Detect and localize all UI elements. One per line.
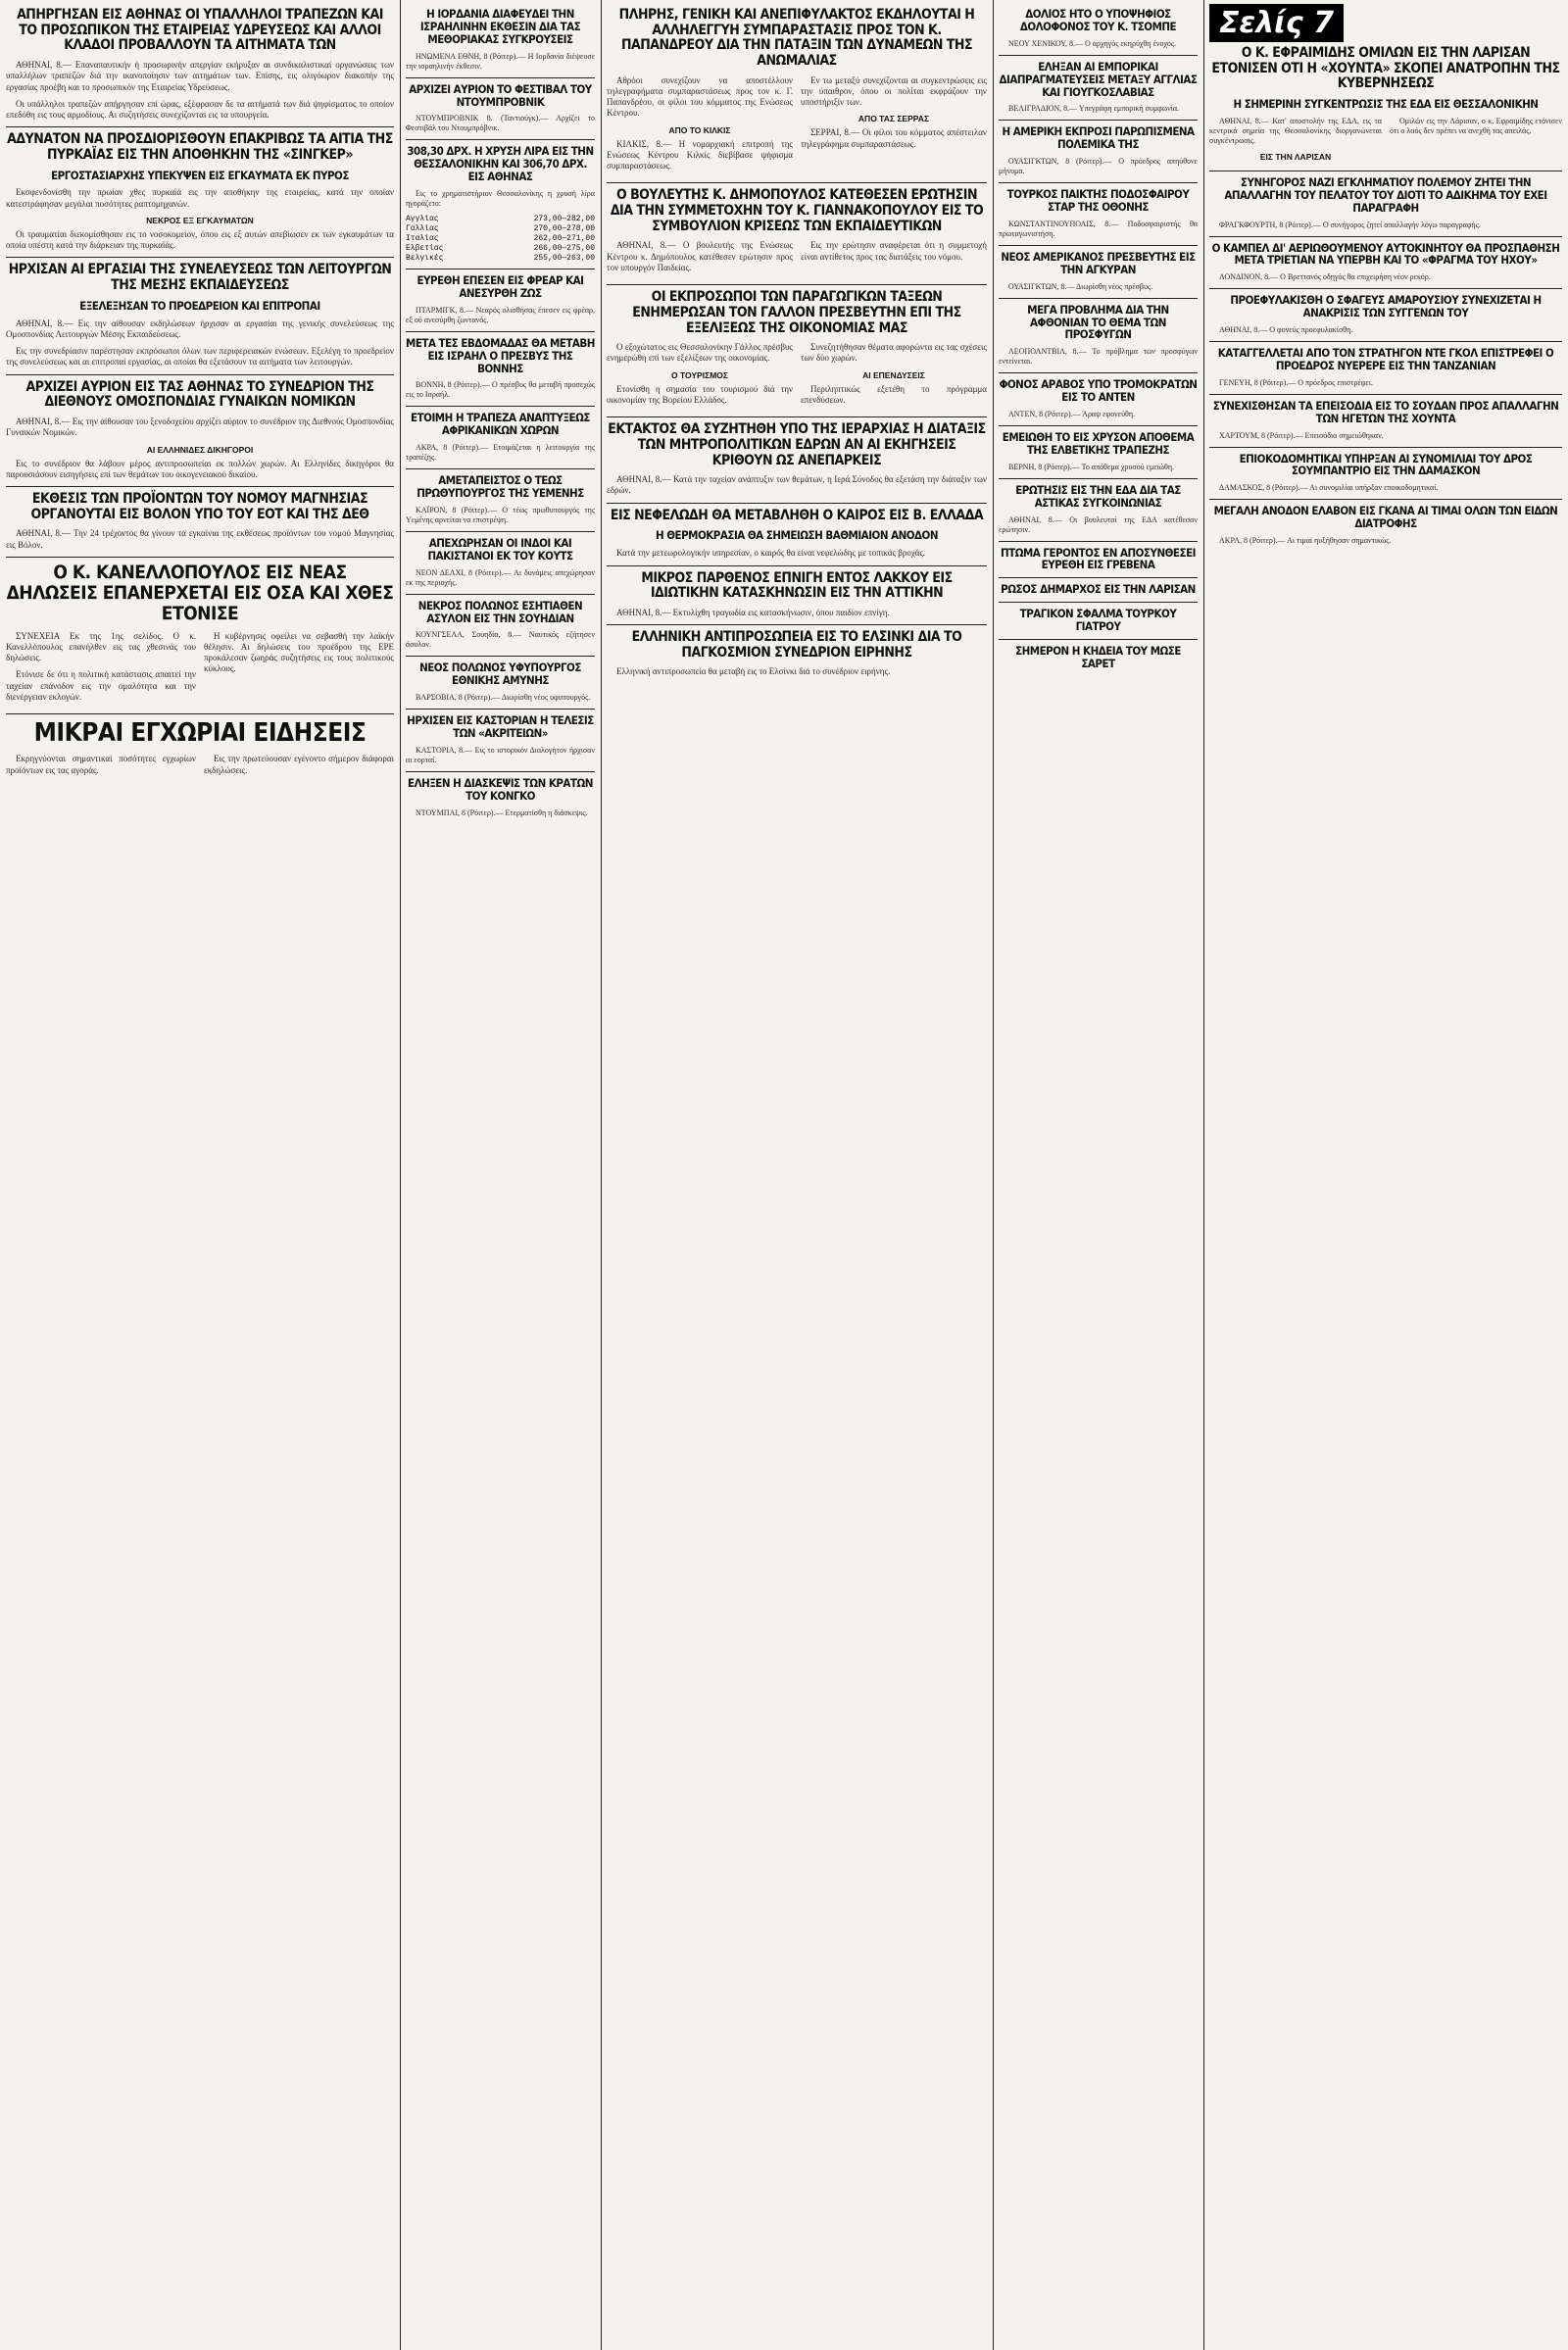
- article-text: Εκρηγνύονται σημαντικαί ποσότητες εγχωρίων προϊόντων εις τας αγοράς.: [6, 754, 196, 775]
- article-text: ΛΟΝΔΙΝΟΝ, 8.— Ο Βρεττανός οδηγός θα επιχειρήση νέον ρεκόρ.: [1219, 272, 1431, 282]
- article-text: ΑΘΗΝΑΙ, 8.— Εις την αίθουσαν εκδηλώσεων ήρχισαν αι εργασίαι της γενικής συνελεύσεως της Ομοσπονδίας Λειτουργών Μέσης Εκπαιδεύσεως.: [6, 318, 394, 339]
- headline: ΤΟΥΡΚΟΣ ΠΑΙΚΤΗΣ ΠΟΔΟΣΦΑΙΡΟΥ ΣΤΑΡ ΤΗΣ ΟΘΟΝΗΣ: [1006, 187, 1190, 214]
- article-text: Συνεζητήθησαν θέματα αφορώντα εις τας σχέσεις των δύο χωρών.: [801, 342, 987, 364]
- headline: ΕΚΤΑΚΤΟΣ ΘΑ ΣΥΖΗΤΗΘΗ ΥΠΟ ΤΗΣ ΙΕΡΑΡΧΙΑΣ Η ΔΙΑΤΑΞΙΣ ΤΩΝ ΜΗΤΡΟΠΟΛΙΤΙΚΩΝ ΕΔΡΩΝ ΑΝ ΑΙ ΕΚΗΓΗΣΕΙΣ ΚΡΙΘΟΥΝ ΩΣ ΑΝΕΠΑΡΚΕΙΣ: [608, 421, 986, 468]
- headline: ΕΥΡΕΘΗ ΕΠΕΣΕΝ ΕΙΣ ΦΡΕΑΡ ΚΑΙ ΑΝΕΣΥΡΘΗ ΖΩΣ: [416, 273, 584, 300]
- article-text: Ομιλών εις την Λάρισαν, ο κ. Εφραιμίδης ετόνισεν ότι ο λαός δεν πρέπει να ανεχθή τας απειλάς.: [1390, 116, 1562, 135]
- headline: ΦΟΝΟΣ ΑΡΑΒΟΣ ΥΠΟ ΤΡΟΜΟΚΡΑΤΩΝ ΕΙΣ ΤΟ ΑΝΤΕΝ: [999, 377, 1198, 405]
- headline: ΜΕΤΑ ΤΕΣ ΕΒΔΟΜΑΔΑΣ ΘΑ ΜΕΤΑΒΗ ΕΙΣ ΙΣΡΑΗΛ Ο ΠΡΕΣΒΥΣ ΤΗΣ ΒΟΝΝΗΣ: [406, 335, 595, 375]
- article-text: ΑΝΤΕΝ, 8 (Ρόιτερ).— Άραψ εφονεύθη.: [1008, 410, 1136, 418]
- article-text: ΒΕΛΙΓΡΑΔΙΟΝ, 8.— Υπεγράφη εμπορική συμφωνία.: [1008, 104, 1180, 114]
- article-text: ΑΘΗΝΑΙ, 8.— Επαναπαυτικήν ή προσωρινήν απεργίαν εκήρυξαν αι συνδικαλιστικαί οργανώσεις των υπαλλήλων τραπεζών διά την ικανοποίησιν των αιτημάτων των. Επίσης, εις ολιγόωρον διακοπήν της εργασίας προέβη και το προσωπικόν της Εταιρείας Υδρεύσεως.: [6, 60, 394, 92]
- article-text: ΒΑΡΣΟΒΙΑ, 8 (Ρόιτερ).— Διωρίσθη νέος υφυπουργός.: [416, 693, 591, 703]
- gold-rates-table: [406, 215, 595, 264]
- headline: ΡΩΣΟΣ ΔΗΜΑΡΧΟΣ ΕΙΣ ΤΗΝ ΛΑΡΙΣΑΝ: [1001, 582, 1196, 597]
- headline: ΜΙΚΡΟΣ ΠΑΡΘΕΝΟΣ ΕΠΝΙΓΗ ΕΝΤΟΣ ΛΑΚΚΟΥ ΕΙΣ ΙΔΙΩΤΙΚΗΝ ΚΑΤΑΣΚΗΝΩΣΙΝ ΕΙΣ ΤΗΝ ΑΤΤΙΚΗΝ: [641, 569, 953, 602]
- article-text: ΗΝΩΜΕΝΑ ΕΘΝΗ, 8 (Ρόιτερ).— Η Ιορδανία διέψευσε την ισραηλινήν έκθεσιν.: [406, 51, 595, 71]
- headline: ΕΛΗΞΕΝ Η ΔΙΑΣΚΕΨΙΣ ΤΩΝ ΚΡΑΤΩΝ ΤΟΥ ΚΟΝΓΚΟ: [408, 775, 593, 803]
- article-text: ΑΘΗΝΑΙ, 8.— Κατά την ταχείαν ανάπτυξιν των θεμάτων, η Ιερά Σύνοδος θα εξετάση την διάταξιν των εδρών.: [607, 474, 987, 496]
- headline: ΕΞΕΛΕΞΗΣΑΝ ΤΟ ΠΡΟΕΔΡΕΙΟΝ ΚΑΙ ΕΠΙΤΡΟΠΑΙ: [79, 298, 320, 313]
- article-text: ΑΘΗΝΑΙ, 8.— Κατ' αποστολήν της ΕΔΑ, εις τα κεντρικά σημεία της Θεσσαλονίκης διοργανώνεται συγκέντρωσις.: [1209, 116, 1382, 145]
- headline: Η ΘΕΡΜΟΚΡΑΣΙΑ ΘΑ ΣΗΜΕΙΩΣΗ ΒΑΘΜΙΑΙΟΝ ΑΝΟΔΟΝ: [655, 528, 939, 543]
- headline: ΗΡΧΙΣΕΝ ΕΙΣ ΚΑΣΤΟΡΙΑΝ Η ΤΕΛΕΣΙΣ ΤΩΝ «ΑΚΡΙΤΕΙΩΝ»: [407, 713, 594, 740]
- headline: ΕΛΗΞΑΝ ΑΙ ΕΜΠΟΡΙΚΑΙ ΔΙΑΠΡΑΓΜΑΤΕΥΣΕΙΣ ΜΕΤΑΞΥ ΑΓΓΛΙΑΣ ΚΑΙ ΓΙΟΥΓΚΟΣΛΑΒΙΑΣ: [999, 59, 1198, 99]
- headline: ΣΥΝΗΓΟΡΟΣ ΝΑΖΙ ΕΓΚΛΗΜΑΤΙΟΥ ΠΟΛΕΜΟΥ ΖΗΤΕΙ ΤΗΝ ΑΠΑΛΛΑΓΗΝ ΤΟΥ ΠΕΛΑΤΟΥ ΤΟΥ ΔΙΟΤΙ ΤΟ ΑΔΙΚΗΜΑ ΤΟΥ ΕΧΕΙ ΠΑΡΑΓΡΑΦΗ: [1224, 174, 1547, 215]
- article-text: ΟΥΑΣΙΓΚΤΩΝ, 8 (Ρόιτερ).— Ο πρόεδρος απηύθυνε μήνυμα.: [999, 157, 1198, 176]
- article-text: ΣΥΝΕΧΕΙΑ Εκ της 1ης σελίδος. Ο κ. Κανελλόπουλος επανήλθεν εις τας χθεσινάς του δηλώσεις.: [6, 630, 196, 663]
- article-text: ΟΥΑΣΙΓΚΤΩΝ, 8.— Διωρίσθη νέος πρέσβυς.: [1008, 281, 1153, 291]
- headline: ΔΟΛΙΟΣ ΗΤΟ Ο ΥΠΟΨΗΦΙΟΣ ΔΟΛΟΦΟΝΟΣ ΤΟΥ Κ. ΤΣΟΜΠΕ: [1019, 7, 1177, 33]
- article-text: Εις την πρωτεύουσαν εγένοντο σήμερον διάφοραι εκδηλώσεις.: [204, 754, 394, 775]
- rate-row: Βελγικές 255,00—263,00: [406, 254, 595, 263]
- article-text: ΑΘΗΝΑΙ, 8.— Εκτυλίχθη τραγωδία εις κατασκήνωσιν, όπου παιδίον επνίγη.: [616, 607, 890, 617]
- column-2: [400, 0, 601, 2350]
- article-text: ΚΟΥΝΓΣΕΛΑ, Σουηδία, 8.— Ναυτικός εζήτησεν άσυλον.: [406, 630, 595, 650]
- article-text: ΦΡΑΓΚΦΟΥΡΤΗ, 8 (Ρόιτερ).— Ο συνήγορος ζητεί απαλλαγήν λόγω παραγραφής.: [1219, 220, 1481, 229]
- headline: ΝΕΚΡΟΣ ΠΟΛΩΝΟΣ ΕΣΗΤΙΑΘΕΝ ΑΣΥΛΟΝ ΕΙΣ ΤΗΝ ΣΟΥΗΔΙΑΝ: [417, 598, 583, 625]
- subheading: ΑΠΟ ΤΑΣ ΣΕΡΡΑΣ: [858, 114, 930, 124]
- rate-row: Ελβετίας 266,00—275,00: [406, 244, 595, 253]
- article-text: Εν τω μεταξύ συνεχίζονται αι συγκεντρώσεις εις την ύπαιθρον, όπου οι πολίται εκφράζουν την υποστήριξίν των.: [801, 74, 987, 108]
- article-text: ΒΟΝΝΗ, 8 (Ρόιτερ).— Ο πρέσβυς θα μεταβή προσεχώς εις το Ισραήλ.: [406, 380, 595, 400]
- article-text: ΑΚΡΑ, 8 (Ρόιτερ).— Αι τιμαί ηυξήθησαν σημαντικώς.: [1219, 536, 1392, 546]
- article-text: Εις το συνέδριον θα λάβουν μέρος αντιπροσωπείαι εκ πολλών χωρών. Αι Ελληνίδες δικηγόροι θα παρουσιάσουν εισηγήσεις επί των θεμάτων του οικογενειακού δικαίου.: [6, 458, 394, 479]
- headline: ΝΕΟΣ ΑΜΕΡΙΚΑΝΟΣ ΠΡΕΣΒΕΥΤΗΣ ΕΙΣ ΤΗΝ ΑΓΚΥΡΑΝ: [1001, 249, 1196, 276]
- rate-row: Γαλλίας 270,00—278,00: [406, 224, 595, 233]
- article-text: Ο εξοχώτατος εις Θεσσαλονίκην Γάλλος πρέσβυς ενημερώθη επί των εξελίξεων της οικονομίας.: [607, 342, 793, 364]
- article-text: Ετόνισε δε ότι η πολιτική κατάστασις απαιτεί την ταχείαν επάνοδον εις την ομαλότητα και την διενέργειαν εκλογών.: [6, 669, 196, 702]
- headline: ΠΛΗΡΗΣ, ΓΕΝΙΚΗ ΚΑΙ ΑΝΕΠΙΦΥΛΑΚΤΟΣ ΕΚΔΗΛΟΥΤΑΙ Η ΑΛΛΗΛΕΓΓΥΗ ΣΥΜΠΑΡΑΣΤΑΣΙΣ ΠΡΟΣ ΤΟΝ Κ. ΠΑΠΑΝΔΡΕΟΥ ΔΙΑ ΤΗΝ ΠΑΤΑΞΙΝ ΤΩΝ ΔΥΝΑΜΕΩΝ ΤΗΣ ΑΝΩΜΑΛΙΑΣ: [618, 7, 975, 70]
- article-text: ΛΕΟΠΟΛΝΤΒΙΛ, 8.— Το πρόβλημα των προσφύγων εντείνεται.: [999, 347, 1198, 367]
- article-text: ΒΕΡΝΗ, 8 (Ρόιτερ).— Το απόθεμα χρυσού εμειώθη.: [1008, 462, 1175, 471]
- article-text: Ελληνική αντιπροσωπεία θα μεταβή εις το Ελσίνκι διά το συνέδριον ειρήνης.: [616, 666, 891, 677]
- headline: ΕΠΙΟΚΟΔΟΜΗΤΙΚΑΙ ΥΠΗΡΞΑΝ ΑΙ ΣΥΝΟΜΙΛΙΑΙ ΤΟΥ ΔΡΟΣ ΣΟΥΜΠΑΝΤΡΙΟ ΕΙΣ ΤΗΝ ΔΑΜΑΣΚΟΝ: [1239, 451, 1533, 478]
- article-text: ΝΕΟΥ ΧΕΝΙΚΟΥ, 8.— Ο αρχηγός εκηρύχθη ένοχος.: [1008, 38, 1176, 48]
- rate-row: Αγγλίας 273,00—282,00: [406, 215, 595, 223]
- headline: ΚΑΤΑΓΓΕΛΛΕΤΑΙ ΑΠΟ ΤΟΝ ΣΤΡΑΤΗΓΟΝ ΝΤΕ ΓΚΟΛ ΕΠΙΣΤΡΕΦΕΙ Ο ΠΡΟΕΔΡΟΣ ΝΥΕΡΕΡΕ ΕΙΣ ΤΗΝ ΤΑΝΖΑΝΙΑΝ: [1217, 346, 1554, 372]
- article-text: ΝΤΟΥΜΠΡΟΒΝΙΚ 8. (Ταντιούγκ).— Αρχίζει το Φεστιβάλ του Ντουμπρόβνικ.: [406, 114, 595, 133]
- article-text: ΠΤΑΡΜΙΓΚ, 8.— Νεαρός ολισθήσας έπεσεν εις φρέαρ, εξ ού ανεσύρθη ζωντανός.: [406, 305, 595, 324]
- headline: ΑΜΕΤΑΠΕΙΣΤΟΣ Ο ΤΕΩΣ ΠΡΩΘΥΠΟΥΡΓΟΣ ΤΗΣ ΥΕΜΕΝΗΣ: [416, 473, 584, 500]
- headline: ΑΠΗΡΓΗΣΑΝ ΕΙΣ ΑΘΗΝΑΣ ΟΙ ΥΠΑΛΛΗΛΟΙ ΤΡΑΠΕΖΩΝ ΚΑΙ ΤΟ ΠΡΟΣΩΠΙΚΟΝ ΤΗΣ ΕΤΑΙΡΕΙΑΣ ΥΔΡΕΥΣΕΩΣ ΚΑΙ ΑΛΛΟΙ ΚΛΑΔΟΙ ΠΡΟΒΑΛΛΟΥΝ ΤΑ ΑΙΤΗΜΑΤΑ ΤΩΝ: [17, 7, 383, 54]
- subheading: Ο ΤΟΥΡΙΣΜΟΣ: [671, 369, 728, 380]
- headline: ΑΠΕΧΩΡΗΣΑΝ ΟΙ ΙΝΔΟΙ ΚΑΙ ΠΑΚΙΣΤΑΝΟΙ ΕΚ ΤΟΥ ΚΟΥΤΣ: [427, 535, 573, 563]
- subheading: ΝΕΚΡΟΣ ΕΞ ΕΓΚΑΥΜΑΤΩΝ: [146, 215, 254, 225]
- headline: ΑΔΥΝΑΤΟΝ ΝΑ ΠΡΟΣΔΙΟΡΙΣΘΟΥΝ ΕΠΑΚΡΙΒΩΣ ΤΑ ΑΙΤΙΑ ΤΗΣ ΠΥΡΚΑΪΑΣ ΕΙΣ ΤΗΝ ΑΠΟΘΗΚΗΝ ΤΗΣ «ΣΙΝΓΚΕΡ»: [7, 131, 393, 163]
- article-text: Κατά την μετεωρολογικήν υπηρεσίαν, ο καιρός θα είναι νεφελώδης με τοπικάς βροχάς.: [616, 548, 926, 559]
- article-text: ΚΙΛΚΙΣ, 8.— Η νομαρχιακή επιτροπή της Ενώσεως Κέντρου Κιλκίς διεβίβασε ψήφισμα συμπαραστάσεως.: [607, 138, 793, 171]
- headline: ΜΕΓΑ ΠΡΟΒΛΗΜΑ ΔΙΑ ΤΗΝ ΑΦΘΟΝΙΑΝ ΤΟ ΘΕΜΑ ΤΩΝ ΠΡΟΣΦΥΓΩΝ: [1027, 302, 1169, 342]
- headline: Η ΣΗΜΕΡΙΝΗ ΣΥΓΚΕΝΤΡΩΣΙΣ ΤΗΣ ΕΔΑ ΕΙΣ ΘΕΣΣΑΛΟΝΙΚΗΝ: [1233, 97, 1539, 112]
- headline: ΣΥΝΕΧΙΣΘΗΣΑΝ ΤΑ ΕΠΕΙΣΟΔΙΑ ΕΙΣ ΤΟ ΣΟΥΔΑΝ ΠΡΟΣ ΑΠΑΛΛΑΓΗΝ ΤΩΝ ΗΓΕΤΩΝ ΤΗΣ ΧΟΥΝΤΑ: [1212, 398, 1559, 425]
- article-text: ΑΘΗΝΑΙ, 8.— Ο φονεύς προεφυλακίσθη.: [1219, 325, 1353, 335]
- article-text: Εκσφενδονίσθη την πρωίαν χθες πυρκαϊά εις την αποθήκην της εταιρείας, κατά την οποίαν κατεστράφησαν μεγάλαι ποσότητες ραπτομηχανών.: [6, 187, 394, 209]
- column-3: [601, 0, 993, 2350]
- article-text: ΚΩΝΣΤΑΝΤΙΝΟΥΠΟΛΙΣ, 8.— Ποδοσφαιριστής θα πρωταγωνιστήση.: [999, 219, 1198, 238]
- article-text: ΓΕΝΕΥΗ, 8 (Ρόιτερ).— Ο πρόεδρος επιστρέφει.: [1219, 377, 1373, 387]
- article-text: ΑΘΗΝΑΙ, 8.— Την 24 τρέχοντος θα γίνουν τα εγκαίνια της εκθέσεως προϊόντων του νομού Μαγνησίας εις Βόλον.: [6, 528, 394, 550]
- headline: Ο Κ. ΕΦΡΑΙΜΙΔΗΣ ΟΜΙΛΩΝ ΕΙΣ ΤΗΝ ΛΑΡΙΣΑΝ ΕΤΟΝΙΣΕΝ ΟΤΙ Η «ΧΟΥΝΤΑ» ΣΚΟΠΕΙ ΑΝΑΤΡΟΠΗΝ ΤΗΣ ΚΥΒΕΡΝΗΣΕΩΣ: [1211, 45, 1560, 92]
- article-text: Αθρόοι συνεχίζουν να αποστέλλουν τηλεγραφήματα συμπαραστάσεως προς τον κ. Γ. Παπανδρέου, οι φίλοι του κόμματος της Ενώσεως Κέντρου.: [607, 74, 793, 119]
- article-text: ΑΘΗΝΑΙ, 8.— Οι βουλευταί της ΕΔΑ κατέθεσαν ερώτησιν.: [999, 514, 1198, 534]
- article-text: Οι τραυματίαι διεκομίσθησαν εις το νοσοκομείον, όπου εις εξ αυτών απεβίωσεν εκ των εγκαυμάτων τα οποία υπέστη κατά την διάρκειαν της πυρκαϊάς.: [6, 228, 394, 251]
- subheading: ΑΙ ΕΛΛΗΝΙΔΕΣ ΔΙΚΗΓΟΡΟΙ: [146, 444, 254, 455]
- headline: Ο Κ. ΚΑΝΕΛΛΟΠΟΥΛΟΣ ΕΙΣ ΝΕΑΣ ΔΗΛΩΣΕΙΣ ΕΠΑΝΕΡΧΕΤΑΙ ΕΙΣ ΟΣΑ ΚΑΙ ΧΘΕΣ ΕΤΟΝΙΣΕ: [6, 561, 394, 625]
- article-text: ΚΑΪΡΟΝ, 8 (Ρόιτερ).— Ο τέως πρωθυπουργός της Υεμένης αρνείται να επιστρέψη.: [406, 505, 595, 524]
- article-text: ΚΑΣΤΟΡΙΑ, 8.— Εις το ιστορικόν Διαλογήτον ήρχισαν αι εορταί.: [406, 745, 595, 764]
- column-1: [0, 0, 400, 2350]
- rate-row: Ιταλίας 262,00—271,00: [406, 234, 595, 243]
- subheading: ΑΠΟ ΤΟ ΚΙΛΚΙΣ: [668, 124, 731, 135]
- headline: 308,30 ΔΡΧ. Η ΧΡΥΣΗ ΛΙΡΑ ΕΙΣ ΤΗΝ ΘΕΣΣΑΛΟΝΙΚΗΝ ΚΑΙ 306,70 ΔΡΧ. ΕΙΣ ΑΘΗΝΑΣ: [407, 144, 594, 184]
- article-text: ΔΑΜΑΣΚΟΣ, 8 (Ρόιτερ).— Αι συνομιλίαι υπήρξαν εποικοδομητικαί.: [1219, 483, 1439, 493]
- article-text: ΑΘΗΝΑΙ, 8.— Εις την αίθουσαν του ξενοδοχείου αρχίζει αύριον το συνέδριον της Διεθνούς Ομοσπονδίας Γυναικών Νομικών.: [6, 416, 394, 438]
- article-text: Η κυβέρνησις οφείλει να σεβασθή την λαϊκήν θέλησιν. Αι δηλώσεις του προέδρου της ΕΡΕ προκάλεσαν ζωηράς συζητήσεις εις τους πολιτικούς κύκλους.: [204, 630, 394, 674]
- headline: ΕΜΕΙΩΘΗ ΤΟ ΕΙΣ ΧΡΥΣΟΝ ΑΠΟΘΕΜΑ ΤΗΣ ΕΛΒΕΤΙΚΗΣ ΤΡΑΠΕΖΗΣ: [1002, 430, 1195, 457]
- page-number-box: [1209, 4, 1562, 42]
- headline: ΠΡΟΕΦΥΛΑΚΙΣΘΗ Ο ΣΦΑΓΕΥΣ ΑΜΑΡΟΥΣΙΟΥ ΣΥΝΕΧΙΖΕΤΑΙ Η ΑΝΑΚΡΙΣΙΣ ΤΩΝ ΣΥΓΓΕΝΩΝ ΤΟΥ: [1230, 293, 1542, 320]
- article-text: ΑΚΡΑ, 8 (Ρόιτερ).— Ετοιμάζεται η λειτουργία της τραπέζης.: [406, 443, 595, 463]
- headline: Ο ΒΟΥΛΕΥΤΗΣ Κ. ΔΗΜΟΠΟΥΛΟΣ ΚΑΤΕΘΕΣΕΝ ΕΡΩΤΗΣΙΝ ΔΙΑ ΤΗΝ ΣΥΜΜΕΤΟΧΗΝ ΤΟΥ Κ. ΓΙΑΝΝΑΚΟΠΟΥΛΟΥ ΕΙΣ ΤΟ ΣΥΜΒΟΥΛΙΟΝ ΚΡΙΣΕΩΣ ΤΩΝ ΕΚΠΑΙΔΕΥΤΙΚΩΝ: [610, 187, 984, 234]
- headline: ΕΤΟΙΜΗ Η ΤΡΑΠΕΖΑ ΑΝΑΠΤΥΞΕΩΣ ΑΦΡΙΚΑΝΙΚΩΝ ΧΩΡΩΝ: [411, 411, 590, 438]
- headline: ΕΛΛΗΝΙΚΗ ΑΝΤΙΠΡΟΣΩΠΕΙΑ ΕΙΣ ΤΟ ΕΛΣΙΝΚΙ ΔΙΑ ΤΟ ΠΑΓΚΟΣΜΙΟΝ ΣΥΝΕΔΡΙΟΝ ΕΙΡΗΝΗΣ: [631, 629, 962, 661]
- headline: Η ΙΟΡΔΑΝΙΑ ΔΙΑΦΕΥΔΕΙ ΤΗΝ ΙΣΡΑΗΛΙΝΗΝ ΕΚΘΕΣΙΝ ΔΙΑ ΤΑΣ ΜΕΘΟΡΙΑΚΑΣ ΣΥΓΚΡΟΥΣΕΙΣ: [419, 7, 581, 46]
- column-5: [1203, 0, 1568, 2350]
- headline: ΟΙ ΕΚΠΡΟΣΩΠΟΙ ΤΩΝ ΠΑΡΑΓΩΓΙΚΩΝ ΤΑΞΕΩΝ ΕΝΗΜΕΡΩΣΑΝ ΤΟΝ ΓΑΛΛΟΝ ΠΡΕΣΒΕΥΤΗΝ ΕΠΙ ΤΗΣ ΕΞΕΛΙΞΕΩΣ ΤΗΣ ΟΙΚΟΝΟΜΙΑΣ ΜΑΣ: [632, 289, 961, 336]
- page-number: Σελίς 7: [1209, 4, 1344, 42]
- headline: ΣΗΜΕΡΟΝ Η ΚΗΔΕΙΑ ΤΟΥ ΜΩΣΕ ΣΑΡΕΤ: [1015, 643, 1181, 670]
- headline: Η ΑΜΕΡΙΚΗ ΕΚΠΡΟΣΙ ΠΑΡΩΠΙΣΜΕΝΑ ΠΟΛΕΜΙΚΑ ΤΗΣ: [1002, 124, 1195, 152]
- headline: ΕΙΣ ΝΕΦΕΛΩΔΗ ΘΑ ΜΕΤΑΒΛΗΘΗ Ο ΚΑΙΡΟΣ ΕΙΣ Β. ΕΛΛΑΔΑ: [610, 507, 984, 523]
- headline: ΜΙΚΡΑΙ ΕΓΧΩΡΙΑΙ ΕΙΔΗΣΕΙΣ: [33, 718, 367, 749]
- subheading: ΑΙ ΕΠΕΝΔΥΣΕΙΣ: [862, 369, 925, 380]
- article-text: Εις την συνεδρίασιν παρέστησαν εκπρόσωποι όλων των περιφερειακών ενώσεων. Εξελέγη το προεδρείον της συνελεύσεως και αι επιτροπαί εργασίας, αι οποίαι θα εξετάσουν τα αιτήματα των λειτουργών.: [6, 346, 394, 367]
- article-text: Οι υπάλληλοι τραπεζών απήργησαν επί ώρας, εξέφρασαν δε τα αιτήματά των διά ψηφίσματος το οποίον επεδόθη εις τους αρμοδίους. Αι συζητήσεις συνεχίζονται εις τα υπουργεία.: [6, 98, 394, 121]
- article-text: Ετονίσθη η σημασία του τουρισμού διά την οικονομίαν της Βορείου Ελλάδος.: [607, 383, 793, 405]
- article-text: ΝΤΟΥΜΠΑΙ, 8 (Ρόιτερ).— Ετερματίσθη η διάσκεψις.: [416, 808, 588, 817]
- headline: ΤΡΑΓΙΚΟΝ ΣΦΑΛΜΑ ΤΟΥΡΚΟΥ ΓΙΑΤΡΟΥ: [1019, 607, 1177, 633]
- headline: ΕΡΓΟΣΤΑΣΙΑΡΧΗΣ ΥΠΕΚΥΨΕΝ ΕΙΣ ΕΓΚΑΥΜΑΤΑ ΕΚ ΠΥΡΟΣ: [51, 168, 349, 182]
- article-text: ΑΘΗΝΑΙ, 8.— Ο βουλευτής της Ενώσεως Κέντρου κ. Δημόπουλος κατέθεσεν ερώτησιν προς τον υπουργόν Παιδείας.: [607, 240, 793, 272]
- article-text: Περιληπτικώς εξετέθη το πρόγραμμα επενδύσεων.: [801, 383, 987, 405]
- headline: ΠΤΩΜΑ ΓΕΡΟΝΤΟΣ ΕΝ ΑΠΟΣΥΝΘΕΣΕΙ ΕΥΡΕΘΗ ΕΙΣ ΓΡΕΒΕΝΑ: [1001, 545, 1196, 572]
- headline: ΕΡΩΤΗΣΙΣ ΕΙΣ ΤΗΝ ΕΔΑ ΔΙΑ ΤΑΣ ΑΣΤΙΚΑΣ ΣΥΓΚΟΙΝΩΝΙΑΣ: [1015, 482, 1181, 510]
- headline: ΝΕΟΣ ΠΟΛΩΝΟΣ ΥΦΥΠΟΥΡΓΟΣ ΕΘΝΙΚΗΣ ΑΜΥΝΗΣ: [419, 661, 581, 688]
- headline: ΕΚΘΕΣΙΣ ΤΩΝ ΠΡΟΪΟΝΤΩΝ ΤΟΥ ΝΟΜΟΥ ΜΑΓΝΗΣΙΑΣ ΟΡΓΑΝΟΥΤΑΙ ΕΙΣ ΒΟΛΟΝ ΥΠΟ ΤΟΥ ΕΟΤ ΚΑΙ ΤΗΣ ΔΕΘ: [30, 491, 369, 522]
- headline: ΜΕΓΑΛΗ ΑΝΟΔΟΝ ΕΛΑΒΟΝ ΕΙΣ ΓΚΑΝΑ ΑΙ ΤΙΜΑΙ ΟΛΩΝ ΤΩΝ ΕΙΔΩΝ ΔΙΑΤΡΟΦΗΣ: [1213, 504, 1558, 531]
- headline: ΑΡΧΙΖΕΙ ΑΥΡΙΟΝ ΤΟ ΦΕΣΤΙΒΑΛ ΤΟΥ ΝΤΟΥΜΠΡΟΒΝΙΚ: [409, 81, 592, 109]
- subheading: ΕΙΣ ΤΗΝ ΛΑΡΙΣΑΝ: [1259, 151, 1332, 162]
- headline: Ο ΚΑΜΠΕΛ ΔΙ' ΑΕΡΙΩΘΟΥΜΕΝΟΥ ΑΥΤΟΚΙΝΗΤΟΥ ΘΑ ΠΡΟΣΠΑΘΗΣΗ ΜΕΤΑ ΤΡΙΕΤΙΑΝ ΝΑ ΥΠΕΡΒΗ ΚΑΙ ΤΟ «ΦΡΑΓΜΑ ΤΟΥ ΗΧΟΥ»: [1211, 240, 1560, 268]
- article-text: ΧΑΡΤΟΥΜ, 8 (Ρόιτερ).— Επεισόδια σημειώθηκαν.: [1219, 430, 1384, 440]
- article-text: ΣΕΡΡΑΙ, 8.— Οι φίλοι του κόμματος απέστειλαν τηλεγράφημα συμπαραστάσεως.: [801, 127, 987, 149]
- article-text: Εις την ερώτησιν αναφέρεται ότι η συμμετοχή είναι αντίθετος προς τας διατάξεις του νόμου.: [801, 240, 987, 262]
- column-4: [993, 0, 1203, 2350]
- headline: ΗΡΧΙΣΑΝ ΑΙ ΕΡΓΑΣΙΑΙ ΤΗΣ ΣΥΝΕΛΕΥΣΕΩΣ ΤΩΝ ΛΕΙΤΟΥΡΓΩΝ ΤΗΣ ΜΕΣΗΣ ΕΚΠΑΙΔΕΥΣΕΩΣ: [8, 262, 392, 294]
- headline: ΑΡΧΙΖΕΙ ΑΥΡΙΟΝ ΕΙΣ ΤΑΣ ΑΘΗΝΑΣ ΤΟ ΣΥΝΕΔΡΙΟΝ ΤΗΣ ΔΙΕΘΝΟΥΣ ΟΜΟΣΠΟΝΔΙΑΣ ΓΥΝΑΙΚΩΝ ΝΟΜΙΚΩΝ: [25, 378, 374, 411]
- article-text: ΝΕΟΝ ΔΕΛΧΙ, 8 (Ρόιτερ).— Αι δυνάμεις απεχώρησαν εκ της περιοχής.: [406, 567, 595, 587]
- article-text: Εις το χρηματιστήριον Θεσσαλονίκης η χρυσή λίρα ηγοράζετο:: [406, 189, 595, 208]
